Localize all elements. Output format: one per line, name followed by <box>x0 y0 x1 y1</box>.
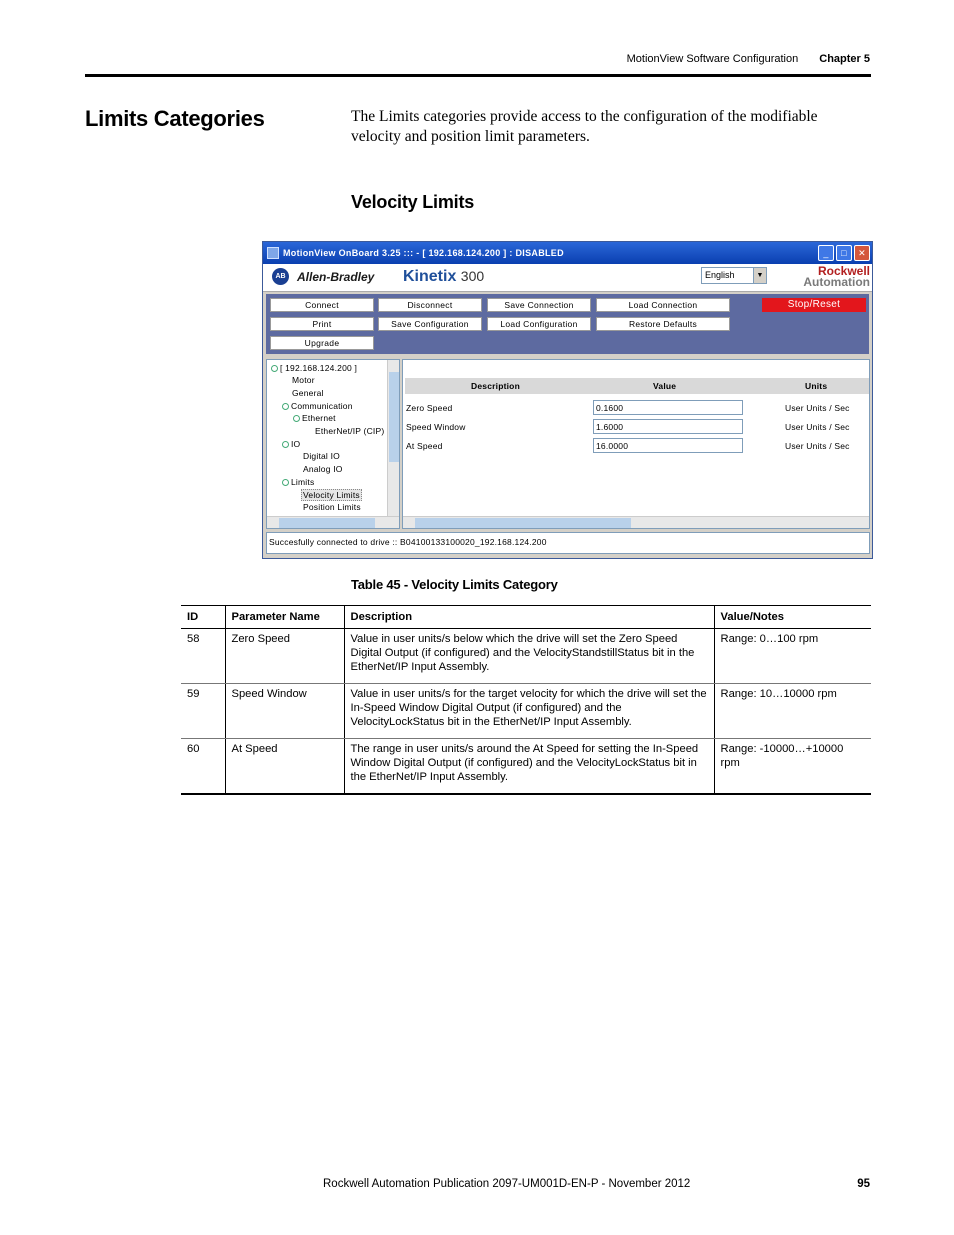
tree-node-ethernetip[interactable]: EtherNet/IP (CIP) <box>315 426 385 436</box>
tree-node-limits[interactable] <box>282 477 314 487</box>
col-header-parameter-name: Parameter Name <box>225 606 344 629</box>
connect-button[interactable]: Connect <box>270 298 374 312</box>
disconnect-button[interactable]: Disconnect <box>378 298 482 312</box>
header-chapter: Chapter 5 <box>819 53 870 65</box>
automation-word: Automation <box>803 275 870 289</box>
tree-node-io[interactable] <box>282 439 300 449</box>
tree-node-velocity-limits[interactable]: Velocity Limits <box>303 490 360 500</box>
page-number: 95 <box>857 1178 870 1190</box>
tree-node-ethernet[interactable] <box>293 413 336 423</box>
grid-row-units: User Units / Sec <box>785 441 850 451</box>
cell-description: Value in user units/s for the target velocity for which the drive will set the In-Speed Window Digital Output (if configured) and the VelocityLockStatus bit in the EtherNet/IP Input Assembly. <box>344 684 714 739</box>
kinetix-word: Kinetix <box>403 268 457 285</box>
allen-bradley-name: Allen-Bradley <box>297 270 375 284</box>
load-connection-button[interactable]: Load Connection <box>596 298 730 312</box>
tree-vertical-scrollbar[interactable] <box>387 360 399 516</box>
grid-row-units: User Units / Sec <box>785 422 850 432</box>
speed-window-input[interactable]: 1.6000 <box>593 419 743 434</box>
print-button[interactable]: Print <box>270 317 374 331</box>
header-rule <box>85 74 871 77</box>
grid-row-description: Speed Window <box>406 422 466 432</box>
table-header-row <box>181 606 871 629</box>
grid-header-description: Description <box>471 381 520 391</box>
grid-header <box>405 378 869 394</box>
cell-notes: Range: -10000…+10000 rpm <box>714 739 871 795</box>
grid-header-units: Units <box>805 381 828 391</box>
parameter-grid <box>402 359 870 529</box>
save-configuration-button[interactable]: Save Configuration <box>378 317 482 331</box>
kinetix-number: 300 <box>460 268 485 284</box>
col-header-description: Description <box>344 606 714 629</box>
close-icon[interactable]: ✕ <box>854 245 870 261</box>
table-row <box>181 739 871 795</box>
expand-icon[interactable] <box>282 441 289 448</box>
tree-node-position-limits[interactable]: Position Limits <box>303 502 361 512</box>
col-header-value-notes: Value/Notes <box>714 606 871 629</box>
tree-label: IO <box>291 439 301 449</box>
cell-name: At Speed <box>225 739 344 795</box>
tree-label: Ethernet <box>302 413 336 423</box>
rockwell-automation-logo <box>803 266 870 288</box>
cell-id: 60 <box>181 739 225 795</box>
category-tree <box>266 359 400 529</box>
app-icon <box>267 247 279 259</box>
tree-label: [ 192.168.124.200 ] <box>280 363 358 373</box>
stop-reset-button[interactable]: Stop/Reset <box>762 298 866 312</box>
cell-notes: Range: 10…10000 rpm <box>714 684 871 739</box>
cell-id: 59 <box>181 684 225 739</box>
tree-node-general[interactable]: General <box>292 388 324 398</box>
maximize-icon[interactable]: □ <box>836 245 852 261</box>
cell-id: 58 <box>181 629 225 684</box>
window-titlebar <box>263 242 872 264</box>
cell-description: Value in user units/s below which the drive will set the Zero Speed Digital Output (if configured) and the VelocityStandstillStatus bit in the EtherNet/IP Input Assembly. <box>344 629 714 684</box>
expand-icon[interactable] <box>282 403 289 410</box>
toolbar-buttons <box>266 294 869 354</box>
cell-name: Speed Window <box>225 684 344 739</box>
motionview-window-screenshot <box>262 241 873 559</box>
tree-label: Communication <box>291 401 353 411</box>
minimize-icon[interactable]: _ <box>818 245 834 261</box>
language-select[interactable] <box>701 267 767 284</box>
load-configuration-button[interactable]: Load Configuration <box>487 317 591 331</box>
col-header-id: ID <box>181 606 225 629</box>
grid-row-description: At Speed <box>406 441 443 451</box>
expand-icon[interactable] <box>271 365 278 372</box>
tree-label: Limits <box>291 477 315 487</box>
publication-info: Rockwell Automation Publication 2097-UM001D-EN-P - November 2012 <box>323 1178 691 1190</box>
grid-row-units: User Units / Sec <box>785 403 850 413</box>
at-speed-input[interactable]: 16.0000 <box>593 438 743 453</box>
language-value: English <box>705 270 735 280</box>
grid-row-description: Zero Speed <box>406 403 453 413</box>
kinetix-logo <box>403 268 484 286</box>
grid-header-value: Value <box>653 381 677 391</box>
window-title: MotionView OnBoard 3.25 ::: - [ 192.168.124.200 ] : DISABLED <box>283 248 564 258</box>
scroll-thumb[interactable] <box>389 372 399 462</box>
expand-icon[interactable] <box>282 479 289 486</box>
restore-defaults-button[interactable]: Restore Defaults <box>596 317 730 331</box>
tree-node-root[interactable] <box>271 363 357 373</box>
cell-name: Zero Speed <box>225 629 344 684</box>
allen-bradley-logo-icon: AB <box>272 268 289 285</box>
save-connection-button[interactable]: Save Connection <box>487 298 591 312</box>
tree-node-motor[interactable]: Motor <box>292 375 315 385</box>
tree-node-analog-io[interactable]: Analog IO <box>303 464 343 474</box>
velocity-limits-table <box>181 605 871 795</box>
rockwell-word: Rockwell <box>817 264 870 278</box>
upgrade-button[interactable]: Upgrade <box>270 336 374 350</box>
header-section: MotionView Software Configuration <box>626 53 799 65</box>
cell-description: The range in user units/s around the At Speed for setting the In-Speed Window Digital Output (if configured) and the VelocityLockStatus bit in the EtherNet/IP Input Assembly. <box>344 739 714 795</box>
status-bar: Succesfully connected to drive :: B04100133100020_192.168.124.200 <box>266 532 870 554</box>
scroll-thumb[interactable] <box>279 518 375 528</box>
section-heading: Limits Categories <box>85 106 265 131</box>
tree-node-digital-io[interactable]: Digital IO <box>303 451 340 461</box>
chevron-down-icon[interactable]: ▼ <box>753 268 766 283</box>
scroll-thumb[interactable] <box>415 518 631 528</box>
tree-horizontal-scrollbar[interactable] <box>267 516 399 528</box>
cell-notes: Range: 0…100 rpm <box>714 629 871 684</box>
brand-bar <box>263 264 872 292</box>
table-caption: Table 45 - Velocity Limits Category <box>351 577 558 592</box>
grid-horizontal-scrollbar[interactable] <box>403 516 869 528</box>
intro-paragraph: The Limits categories provide access to the configuration of the modifiable velocity and position limit parameters. <box>351 108 818 145</box>
table-row <box>181 629 871 684</box>
zero-speed-input[interactable]: 0.1600 <box>593 400 743 415</box>
expand-icon[interactable] <box>293 415 300 422</box>
running-header <box>627 53 870 65</box>
tree-node-communication[interactable] <box>282 401 353 411</box>
subsection-heading: Velocity Limits <box>351 192 475 212</box>
table-row <box>181 684 871 739</box>
